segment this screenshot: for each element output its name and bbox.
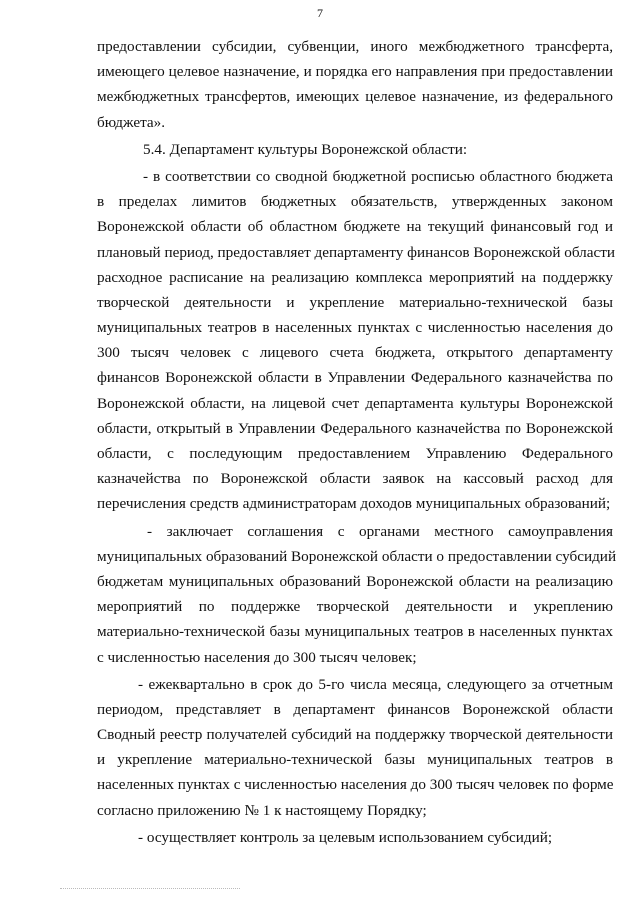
text-line: бюджетам муниципальных образований Воронежской области на реализацию bbox=[97, 572, 613, 590]
text-line: с численностью населения до 300 тысяч человек; bbox=[97, 648, 417, 666]
text-line: предоставлении субсидии, субвенции, иного межбюджетного трансферта, bbox=[97, 38, 613, 55]
text-line: 300 тысяч человек с лицевого счета бюджета, открытого департаменту bbox=[97, 344, 613, 362]
text-line: 5.4. Департамент культуры Воронежской области: bbox=[143, 140, 468, 158]
text-line: Воронежской области об областном бюджете на текущий финансовый год и bbox=[97, 218, 613, 236]
paragraph-continuation bbox=[97, 34, 613, 135]
paragraph-quarterly-register bbox=[97, 672, 613, 823]
text-line: и укрепление материально-технической базы муниципальных театров в bbox=[97, 751, 613, 769]
text-line: - в соответствии со сводной бюджетной росписью областного бюджета bbox=[143, 167, 613, 185]
text-line: муниципальных театров в населенных пунктах с численностью населения до bbox=[97, 319, 613, 337]
text-line: бюджета». bbox=[97, 113, 166, 131]
text-line: области, открытый в Управлении Федерального казначейства по Воронежской bbox=[97, 419, 613, 437]
text-line: мероприятий по поддержке творческой деятельности и укреплению bbox=[97, 598, 613, 616]
section-heading bbox=[97, 137, 613, 162]
text-line: Сводный реестр получателей субсидий на поддержку творческой деятельности bbox=[97, 726, 613, 744]
text-line: творческой деятельности и укрепление материально-технической базы bbox=[97, 293, 613, 311]
text-line: межбюджетных трансфертов, имеющих целевое назначение, из федерального bbox=[97, 88, 613, 106]
text-line: муниципальных образований Воронежской области о предоставлении субсидий bbox=[97, 547, 617, 565]
text-line: плановый период, предоставляет департаменту финансов Воронежской области bbox=[97, 243, 616, 261]
paragraph-control bbox=[97, 825, 613, 850]
text-line: области, с последующим предоставлением Управлению Федерального bbox=[97, 445, 613, 462]
document-body bbox=[97, 34, 617, 850]
scan-artifact-rule bbox=[60, 888, 240, 889]
paragraph-budget-schedule bbox=[97, 164, 616, 517]
text-line: - заключает соглашения с органами местного самоуправления bbox=[147, 522, 613, 540]
text-line: перечисления средств администраторам доходов муниципальных образований; bbox=[97, 495, 611, 513]
page-number: 7 bbox=[317, 6, 323, 20]
text-line: Воронежской области, на лицевой счет департамента культуры Воронежской bbox=[97, 394, 613, 412]
text-line: имеющего целевое назначение, и порядка его направления при предоставлении bbox=[97, 63, 613, 81]
text-line: согласно приложению № 1 к настоящему Порядку; bbox=[97, 801, 427, 819]
text-line: - ежеквартально в срок до 5-го числа месяца, следующего за отчетным bbox=[138, 675, 613, 693]
text-line: казначейства по Воронежской области заявок на кассовый расход для bbox=[97, 470, 613, 488]
text-line: населенных пунктах с численностью населения до 300 тысяч человек по форме bbox=[97, 776, 614, 794]
text-line: финансов Воронежской области в Управлении Федерального казначейства по bbox=[97, 369, 613, 387]
paragraph-agreements bbox=[97, 519, 617, 670]
text-line: в пределах лимитов бюджетных обязательств, утвержденных законом bbox=[97, 193, 613, 211]
text-line: - осуществляет контроль за целевым использованием субсидий; bbox=[138, 828, 553, 846]
text-line: расходное расписание на реализацию комплекса мероприятий на поддержку bbox=[97, 268, 613, 286]
text-line: материально-технической базы муниципальных театров в населенных пунктах bbox=[97, 623, 613, 641]
text-line: периодом, представляет в департамент финансов Воронежской области bbox=[97, 700, 613, 718]
